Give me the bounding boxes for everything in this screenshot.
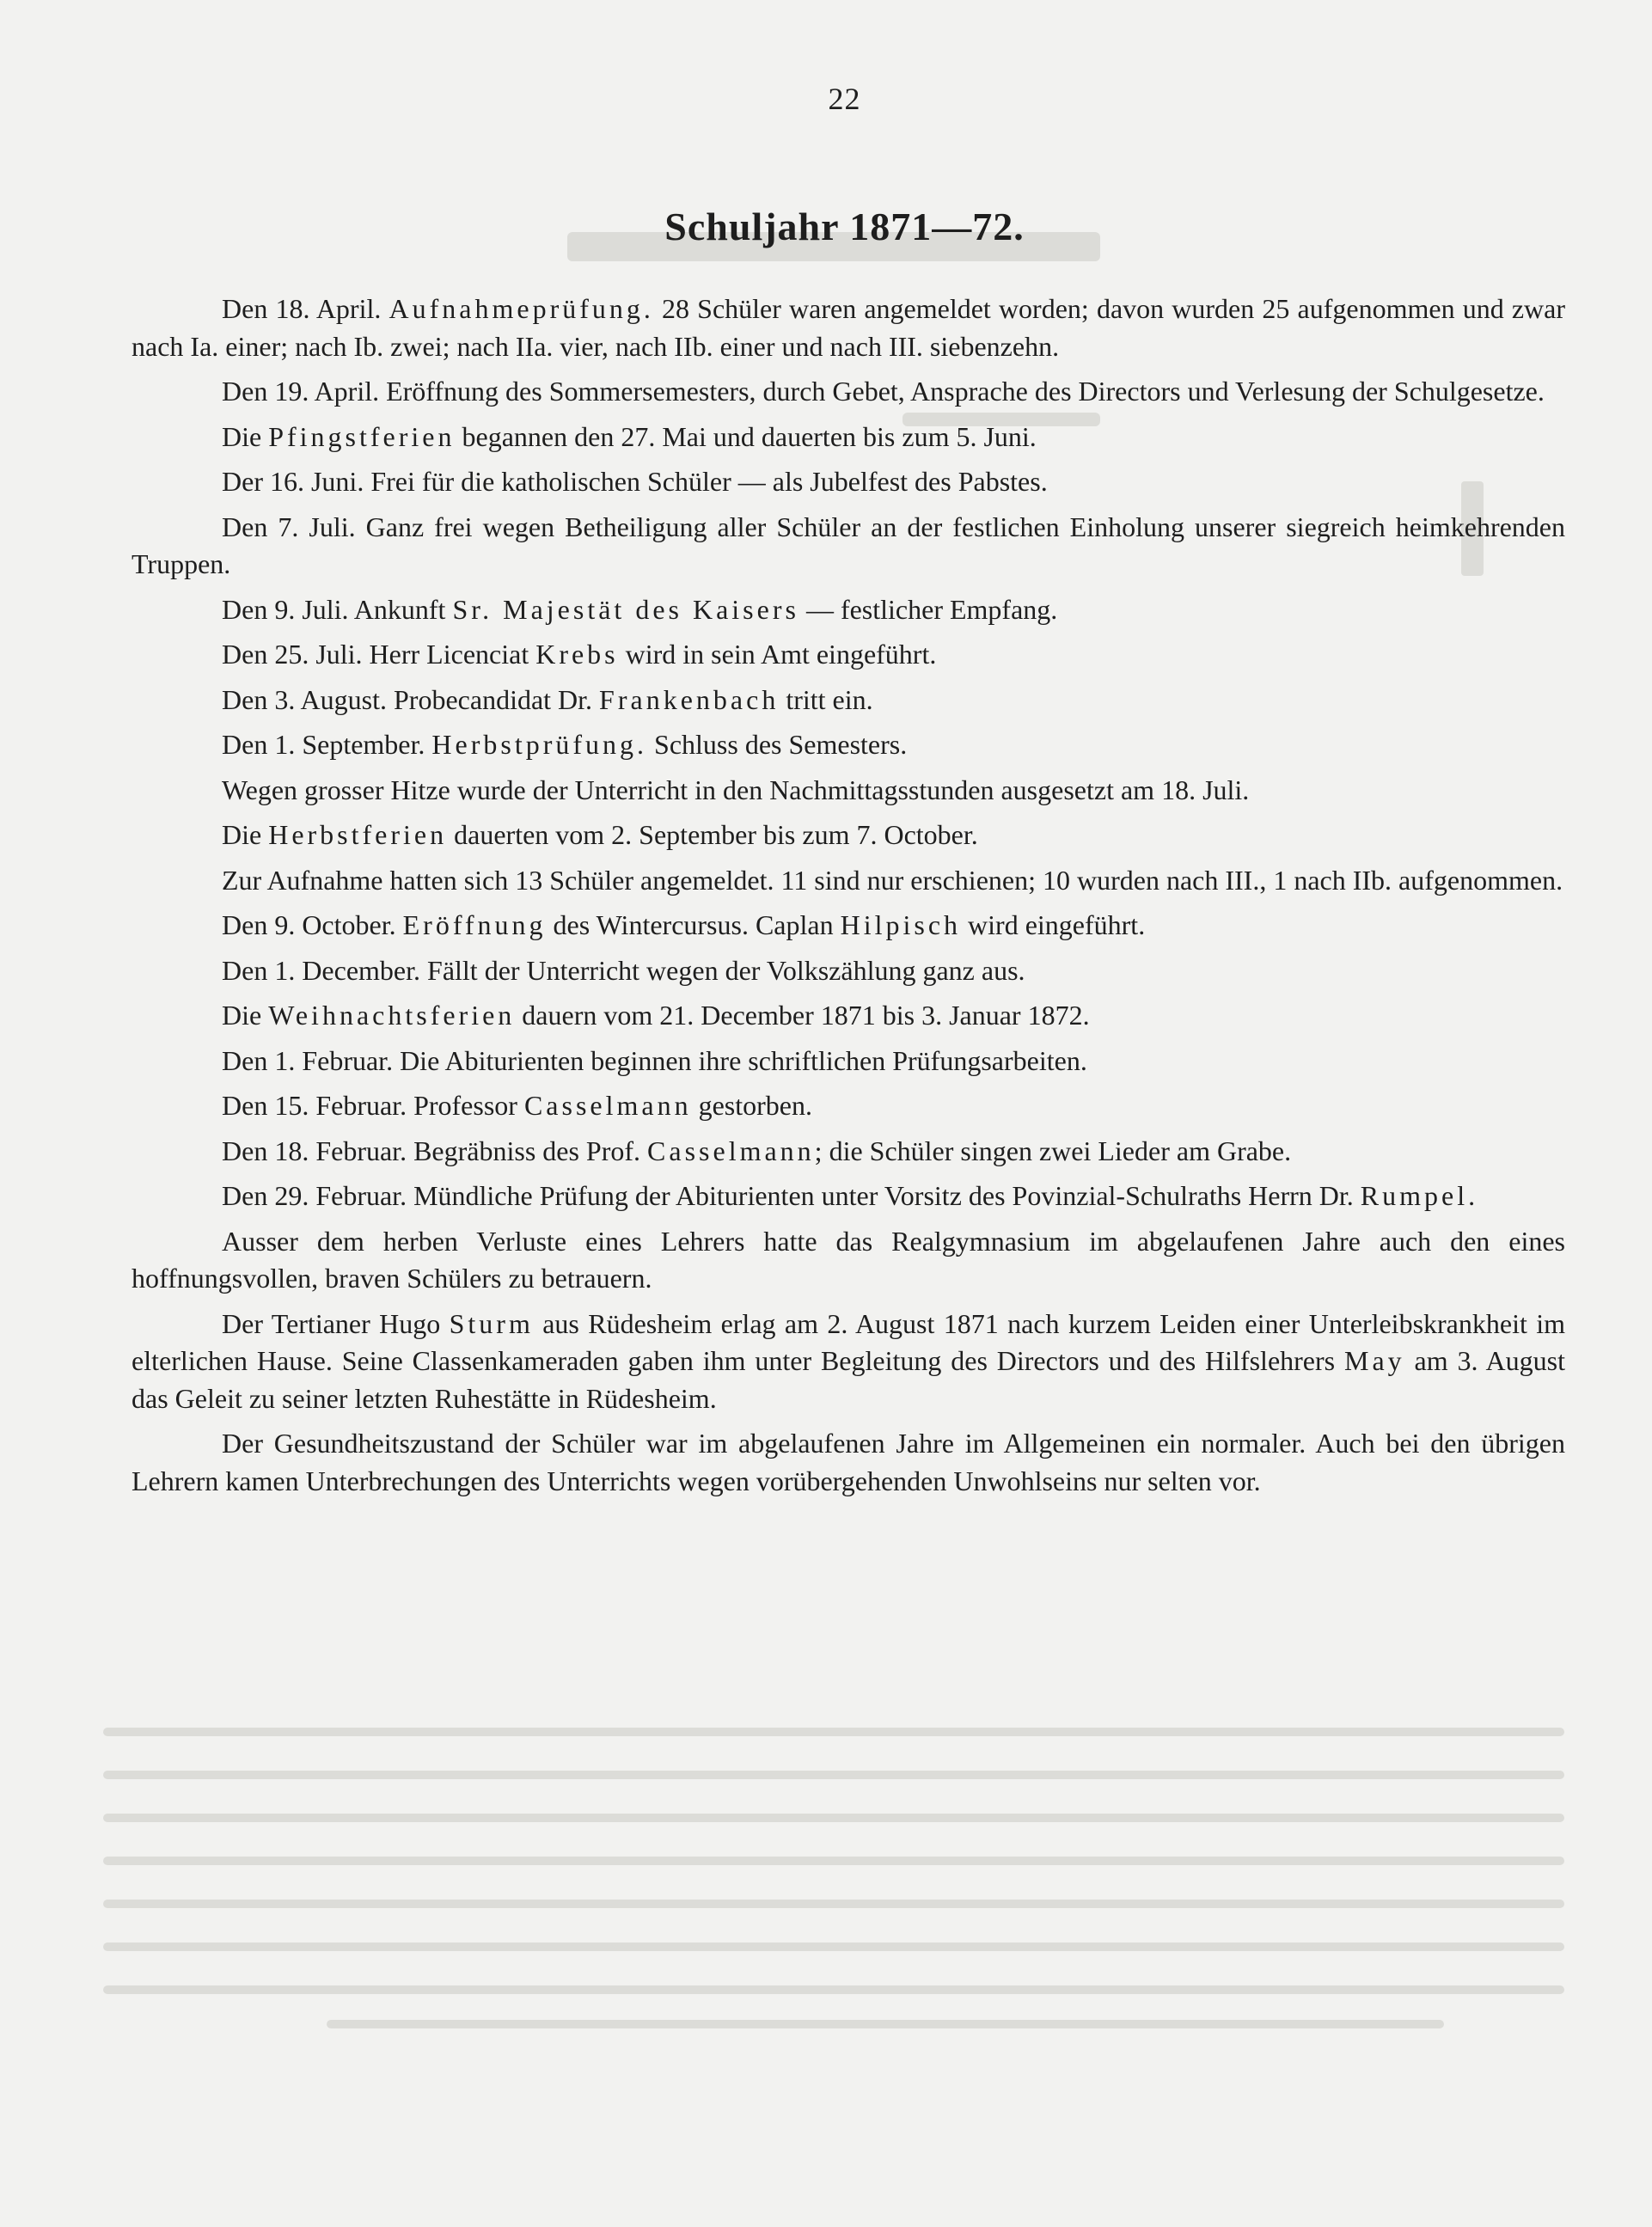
paragraph	[132, 373, 1565, 411]
paragraph	[132, 591, 1565, 629]
paragraph	[132, 463, 1565, 501]
text-run: Der Gesundheitszustand der Schüler war im abgelaufenen Jahre im Allgemeinen ein normaler. Auch bei den übrigen Lehrern kamen Unterbrechungen des Unterrichts wegen vorübergehenden Unwohlseins nur selten vor.	[132, 1428, 1565, 1496]
paragraph	[132, 1306, 1565, 1418]
text-run: Den 29. Februar. Mündliche Prüfung der Abiturienten unter Vorsitz des Povinzial-Schulraths Herrn Dr.	[222, 1180, 1361, 1211]
emphasized-text: Eröffnung	[402, 909, 547, 940]
text-run: Der 16. Juni. Frei für die katholischen Schüler — als Jubelfest des Pabstes.	[222, 466, 1048, 497]
text-run: des Wintercursus. Caplan	[546, 909, 841, 940]
page-title: Schuljahr 1871—72.	[664, 205, 1025, 248]
text-run: .	[1468, 1180, 1476, 1211]
text-run: wird eingeführt.	[961, 909, 1146, 940]
paragraph	[132, 509, 1565, 584]
paragraph	[132, 1087, 1565, 1125]
paragraph	[132, 997, 1565, 1035]
text-run: Den 9. Juli. Ankunft	[222, 593, 453, 625]
paragraph	[132, 817, 1565, 854]
text-run: Die	[222, 420, 269, 452]
chronicle-text	[132, 291, 1565, 1508]
emphasized-text: Krebs	[535, 639, 619, 670]
text-run: Zur Aufnahme hatten sich 13 Schüler angemeldet. 11 sind nur erschienen; 10 wurden nach III., 1 nach IIb. aufgenommen.	[222, 864, 1563, 896]
text-run: dauern vom 21. December 1871 bis 3. Januar 1872.	[515, 1000, 1090, 1031]
text-run: 28 Schüler waren angemeldet worden; davon wurden 25 aufgenommen und zwar nach Ia. einer; nach Ib. zwei; nach IIa. vier, nach IIb. einer und nach III. siebenzehn.	[132, 293, 1566, 362]
paragraph	[132, 1178, 1565, 1215]
text-run: Den 1. September.	[222, 729, 432, 760]
paragraph	[132, 636, 1565, 674]
emphasized-text: Casselmann	[647, 1135, 815, 1166]
paragraph	[132, 952, 1565, 990]
emphasized-text: Hilpisch	[840, 909, 962, 940]
text-run: am 3. August das Geleit zu seiner letzten Ruhestätte in Rüdesheim.	[132, 1345, 1566, 1414]
text-run: Den 7. Juli. Ganz frei wegen Betheiligung aller Schüler an der festlichen Einholung unserer siegreich heimkehrenden Truppen.	[132, 511, 1565, 579]
paragraph	[132, 862, 1565, 900]
text-run: Den 1. Februar. Die Abiturienten beginnen ihre schriftlichen Prüfungsarbeiten.	[222, 1044, 1087, 1076]
paragraph	[132, 1133, 1565, 1171]
paragraph	[132, 682, 1565, 719]
emphasized-text: Herbstferien	[268, 819, 448, 850]
text-run: Den 3. August. Probecandidat Dr.	[222, 683, 600, 715]
text-run: gestorben.	[691, 1090, 812, 1121]
text-run: Den 19. April. Eröffnung des Sommersemesters, durch Gebet, Ansprache des Directors und Verlesung der Schulgesetze.	[222, 376, 1545, 407]
emphasized-text: Pfingstferien	[268, 420, 456, 452]
emphasized-text: Casselmann	[523, 1090, 692, 1121]
text-run: Den 18. April.	[222, 293, 389, 324]
text-run: begannen den 27. Mai und dauerten bis zum 5. Juni.	[455, 420, 1037, 452]
text-run: Den 18. Februar. Begräbniss des Prof.	[222, 1135, 648, 1166]
emphasized-text: Weihnachtsferien	[268, 1000, 516, 1031]
emphasized-text: Herbstprüfung.	[431, 729, 648, 760]
paragraph	[132, 419, 1565, 456]
paragraph	[132, 772, 1565, 810]
text-run: Den 15. Februar. Professor	[222, 1090, 524, 1121]
paragraph	[132, 1425, 1565, 1500]
text-run: Den 9. October.	[222, 909, 403, 940]
paragraph	[132, 291, 1565, 365]
text-run: aus Rüdesheim erlag am 2. August 1871 nach kurzem Leiden einer Unterleibskrankheit im elterlichen Hause. Seine Classenkameraden gaben ihm unter Begleitung des Directors und des Hilfslehrers	[132, 1307, 1566, 1376]
paragraph	[132, 907, 1565, 945]
paragraph	[132, 726, 1565, 764]
emphasized-text: Sturm	[449, 1307, 534, 1339]
emphasized-text: Rumpel	[1360, 1180, 1469, 1211]
text-run: Der Tertianer Hugo	[222, 1307, 450, 1339]
emphasized-text: Frankenbach	[599, 683, 780, 715]
text-run: wird in sein Amt eingeführt.	[618, 639, 937, 670]
text-run: Ausser dem herben Verluste eines Lehrers hatte das Realgymnasium im abgelaufenen Jahre auch den eines hoffnungsvollen, braven Schülers zu betrauern.	[132, 1225, 1565, 1294]
text-run: dauerten vom 2. September bis zum 7. October.	[447, 819, 978, 850]
text-run: Schluss des Semesters.	[647, 729, 908, 760]
emphasized-text: Sr. Majestät des Kaisers	[452, 593, 799, 625]
text-run: Die	[222, 1000, 269, 1031]
text-run: — festlicher Empfang.	[798, 593, 1058, 625]
text-run: Wegen grosser Hitze wurde der Unterricht in den Nachmittagsstunden ausgesetzt am 18. Juli.	[222, 774, 1250, 805]
text-run: Den 25. Juli. Herr Licenciat	[222, 639, 536, 670]
text-run: Die	[222, 819, 269, 850]
emphasized-text: May	[1343, 1345, 1405, 1376]
text-run: tritt ein.	[779, 683, 873, 715]
text-run: ; die Schüler singen zwei Lieder am Grabe.	[814, 1135, 1292, 1166]
paragraph	[132, 1223, 1565, 1298]
text-run: Den 1. December. Fällt der Unterricht wegen der Volkszählung ganz aus.	[222, 954, 1025, 986]
emphasized-text: Aufnahmeprüfung.	[389, 293, 654, 324]
paragraph	[132, 1043, 1565, 1080]
page-number: 22	[828, 82, 861, 116]
